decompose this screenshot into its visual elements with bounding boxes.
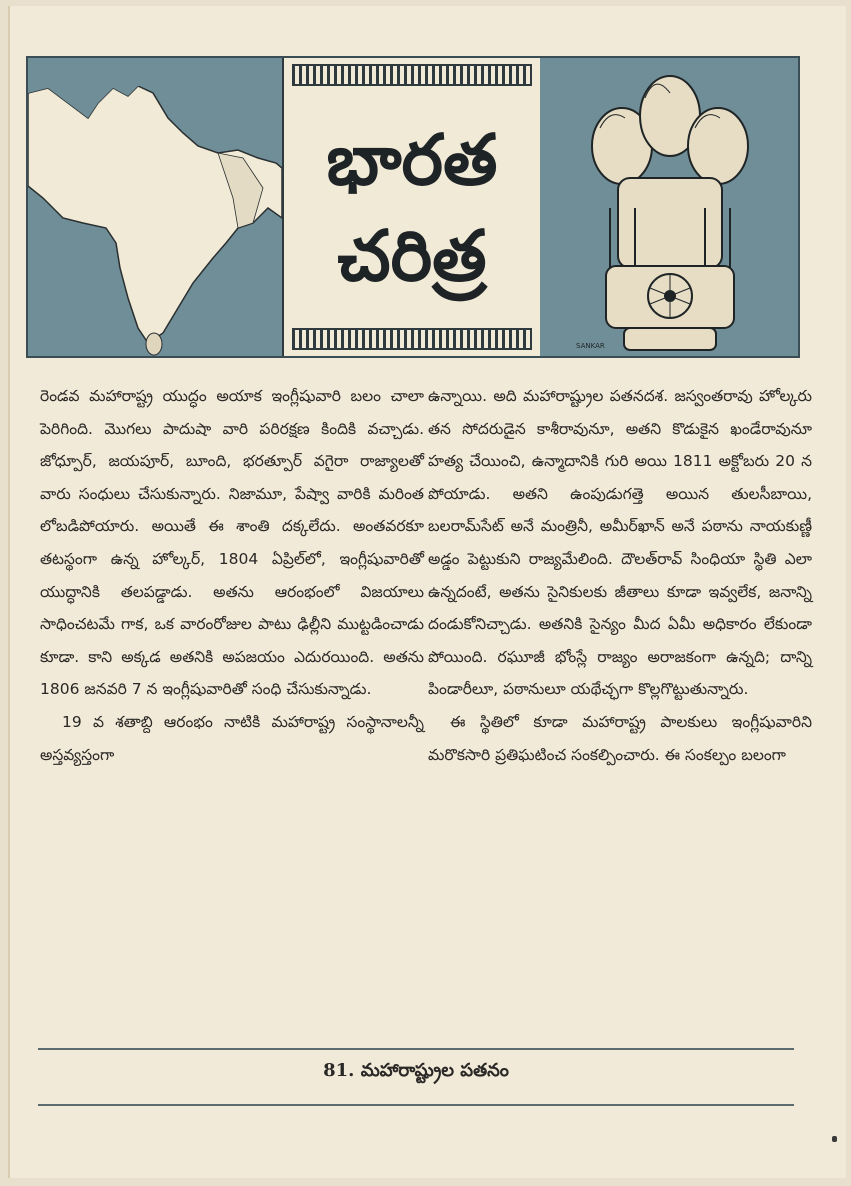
- decorative-border-bottom: [292, 328, 532, 350]
- page-caption: 81. మహారాష్ట్రుల పతనం: [323, 1060, 509, 1081]
- article-left-column: [40, 380, 424, 771]
- ink-speck: [832, 1136, 837, 1142]
- article-paragraph: ఉన్నాయి. అది మహారాష్ట్రుల పతనదశ. జస్వంతరావు హోల్కరు తన సోదరుడైన కాశీరావునూ, అతని కొడుకైన ఖండేరావునూ హత్య చేయించి, ఉన్మాదానికి గురి అయి 1811 అక్టోబరు 20 న పోయాడు. అతని ఉంపుడుగత్తె అయిన తులసీబాయి, బలరామ్‌సేట్ అనే మంత్రినీ, అమీర్‌ఖాన్ అనే పఠాను నాయకుణ్ణీ అడ్డం పెట్టుకుని రాజ్యమేలింది. దౌలత్‌రావ్ సింధియా స్థితి ఎలా ఉన్నదంటే, అతను సైనికులకు జీతాలు కూడా ఇవ్వలేక, జనాన్ని దండుకోనిచ్చాడు. అతనికి సైన్యం మీద ఏమీ అధికారం లేకుండా పోయింది. రఘూజీ భోంస్లే రాజ్యం అరాజకంగా ఉన్నది; దాన్ని పిండారీలూ, పఠానులూ యథేచ్ఛగా కొల్లగొట్టుతున్నారు.: [428, 387, 812, 699]
- article-paragraph: 19 వ శతాబ్ది ఆరంభం నాటికి మహారాష్ట్ర సంస్థానాలన్నీ అస్తవ్యస్తంగా: [40, 712, 424, 764]
- emblem-panel: [540, 58, 798, 356]
- artist-signature: SANKAR: [576, 342, 605, 350]
- india-map-panel: [28, 58, 282, 356]
- article-right-column: [428, 380, 812, 771]
- footer-rule-top: [38, 1048, 794, 1050]
- article-paragraph: రెండవ మహారాష్ట్ర యుద్ధం అయాక ఇంగ్లీషువారి బలం చాలా పెరిగింది. మొగలు పాదుషా వారి పరిరక్షణ కిందికి వచ్చాడు. జోధ్పూర్, జయపూర్, బూంది, భరత్పూర్ వగైరా రాజ్యాలతో వారు సంధులు చేసుకున్నారు. నిజామూ, పేష్వా వారికి మరింత లోబడిపోయారు. అయితే ఈ శాంతి దక్కలేదు. అంతవరకూ తటస్థంగా ఉన్న హోల్కర్, 1804 ఏప్రిల్‌లో, ఇంగ్లీషువారితో యుద్ధానికి తలపడ్డాడు. అతను ఆరంభంలో విజయాలు సాధించటమే గాక, ఒక వారంరోజుల పాటు ఢిల్లీని ముట్టడించాడు కూడా. కాని అక్కడ అతనికి అపజయం ఎదురయింది. అతను 1806 జనవరి 7 న ఇంగ్లీషువారితో సంధి చేసుకున్నాడు.: [40, 387, 424, 699]
- footer-rule-bottom: [38, 1104, 794, 1106]
- india-map-icon: [28, 58, 282, 356]
- title-banner: [26, 56, 800, 358]
- title-panel: [282, 58, 542, 356]
- ashoka-lion-emblem-icon: [540, 58, 798, 356]
- banner-title-line1: భారత: [326, 118, 498, 201]
- article-paragraph: ఈ స్థితిలో కూడా మహారాష్ట్ర పాలకులు ఇంగ్లీషువారిని మరొకసారి ప్రతిఘటించ సంకల్పించారు. ఈ సంకల్పం బలంగా: [428, 712, 812, 764]
- banner-title-line2: చరిత్ర: [337, 214, 487, 297]
- decorative-border-top: [292, 64, 532, 86]
